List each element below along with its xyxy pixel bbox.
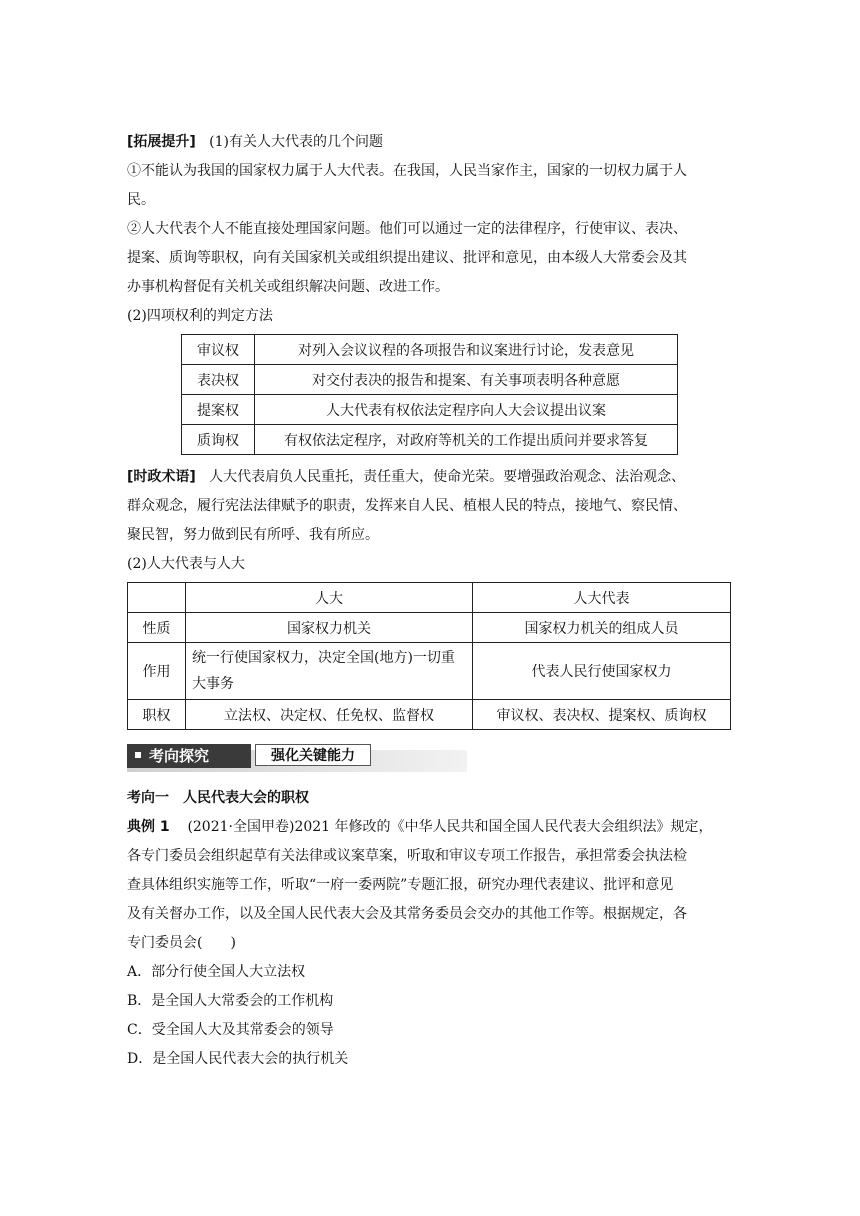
option-b: B．是全国人大常委会的工作机构 [127,993,334,1009]
tuozhan-p2-line3: 办事机构督促有关机关或组织解决问题、改进工作。 [127,279,449,295]
question-line3: 查具体组织实施等工作，听取“一府一委两院”专题汇报，研究办理代表建议、批评和意见 [127,877,674,893]
banner-main [127,744,251,768]
tuozhan-p2-line2: 提案、质询等职权，向有关国家机关或组织提出建议、批评和意见，由本级人大常委会及其 [127,250,687,266]
right-name: 提案权 [182,395,255,425]
shizheng-line3: 聚民智，努力做到民有所呼、我有所应。 [127,527,379,543]
option-c: C．受全国人大及其常委会的领导 [127,1022,334,1038]
cell-renda: 统一行使国家权力，决定全国(地方)一切重大事务 [186,643,473,700]
cell-renda: 立法权、决定权、任免权、监督权 [186,700,473,730]
tuozhan-p2-line1: ②人大代表个人不能直接处理国家问题。他们可以通过一定的法律程序，行使审议、表决、 [127,221,687,237]
table-row [182,395,678,425]
shizheng-line1 [127,463,735,492]
table-row [182,335,678,365]
rights-table [181,334,678,455]
question-line5: 专门委员会( ) [127,935,236,951]
kaoxiang-title: 考向一 人民代表大会的职权 [127,790,309,806]
table-header-row [128,583,731,613]
right-desc: 对列入会议议程的各项报告和议案进行讨论，发表意见 [255,335,678,365]
tuozhan-p1-line2: 民。 [127,192,155,208]
cell-daibiao: 国家权力机关的组成人员 [473,613,731,643]
table-row [128,613,731,643]
document-page [127,128,735,1074]
right-desc: 人大代表有权依法定程序向人大会议提出议案 [255,395,678,425]
table-row [182,365,678,395]
question-text: (2021·全国甲卷)2021 年修改的《中华人民共和国全国人民代表大会组织法》规定， [187,819,713,835]
compare-table [127,582,731,730]
cell-daibiao: 审议权、表决权、提案权、质询权 [473,700,731,730]
option-a: A．部分行使全国人大立法权 [127,964,306,980]
example-label: 典例 1 [127,819,170,835]
question-line4: 及有关督办工作，以及全国人民代表大会及其常务委员会交办的其他工作等。根据规定，各 [127,906,687,922]
row-label: 职权 [128,700,186,730]
tuozhan-p1-line1: ①不能认为我国的国家权力属于人大代表。在我国，人民当家作主，国家的一切权力属于人 [127,163,687,179]
header-cell: 人大代表 [473,583,731,613]
question-line2: 各专门委员会组织起草有关法律或议案草案，听取和审议专项工作报告，承担常委会执法检 [127,848,687,864]
header-cell [128,583,186,613]
compare-subtitle: (2)人大代表与人大 [127,556,245,572]
shizheng-text: 人大代表肩负人民重托，责任重大，使命光荣。要增强政治观念、法治观念、 [209,469,686,485]
table-row [182,425,678,455]
section-banner [127,744,735,778]
tuozhan-title: (1)有关人大代表的几个问题 [209,134,383,150]
example-line1 [127,813,735,842]
right-name: 表决权 [182,365,255,395]
right-name: 审议权 [182,335,255,365]
square-bullet-icon [135,752,141,758]
option-d: D．是全国人民代表大会的执行机关 [127,1051,349,1067]
cell-daibiao: 代表人民行使国家权力 [473,643,731,700]
header-cell: 人大 [186,583,473,613]
rights-subtitle: (2)四项权利的判定方法 [127,308,273,324]
right-desc: 对交付表决的报告和提案、有关事项表明各种意愿 [255,365,678,395]
table-row [128,700,731,730]
table-row [128,643,731,700]
shizheng-tag: [时政术语] [127,469,196,485]
banner-sub: 强化关键能力 [255,744,371,766]
tuozhan-tag: [拓展提升] [127,134,196,150]
right-name: 质询权 [182,425,255,455]
row-label: 作用 [128,643,186,700]
tuozhan-heading [127,128,735,157]
banner-main-label: 考向探究 [149,747,210,765]
cell-renda: 国家权力机关 [186,613,473,643]
right-desc: 有权依法定程序，对政府等机关的工作提出质问并要求答复 [255,425,678,455]
shizheng-line2: 群众观念，履行宪法法律赋予的职责，发挥来自人民、植根人民的特点，接地气、察民情、 [127,498,687,514]
row-label: 性质 [128,613,186,643]
